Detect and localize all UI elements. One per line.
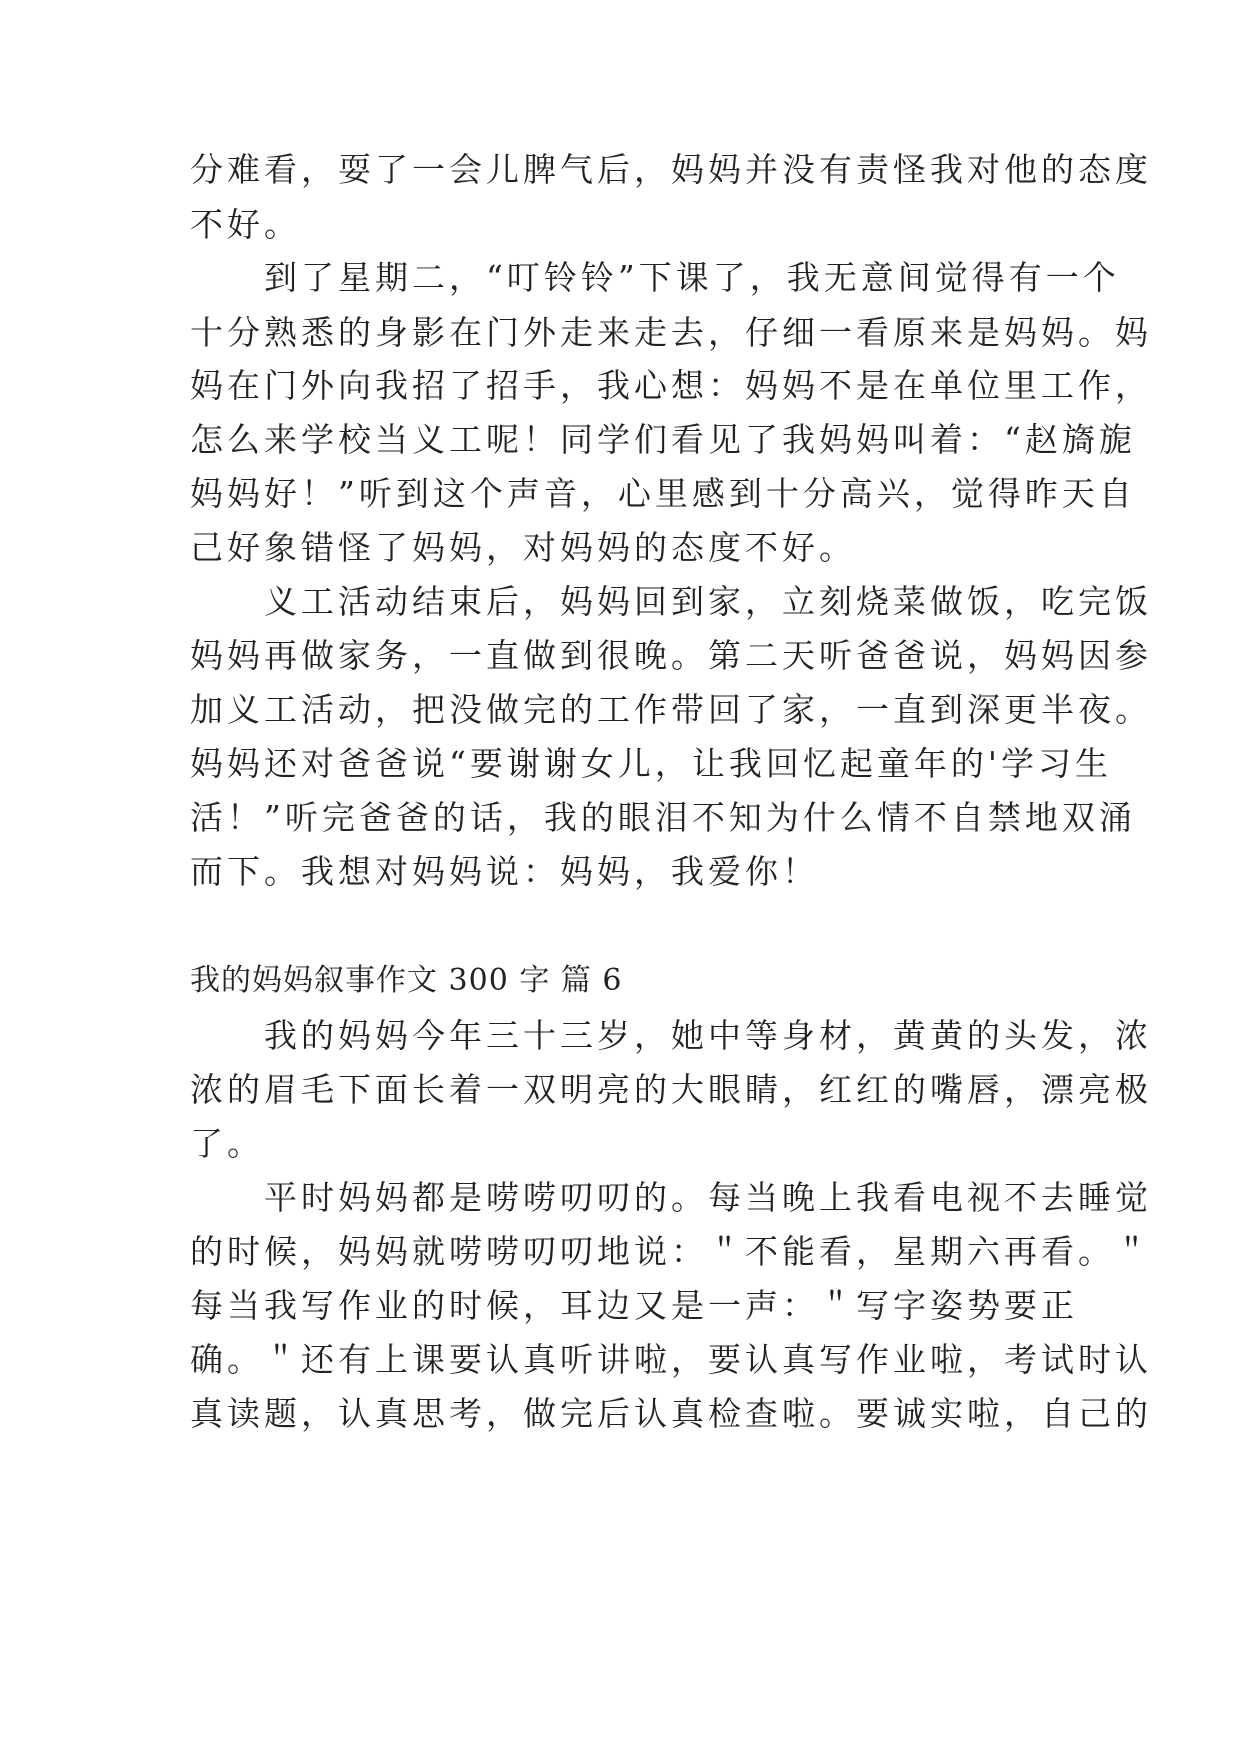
- body-line: 分难看，耍了一会儿脾气后，妈妈并没有责怪我对他的态度: [190, 150, 1152, 189]
- body-line: 的时候，妈妈就唠唠叨叨地说：＂不能看，星期六再看。＂: [190, 1232, 1152, 1271]
- body-line: 妈妈还对爸爸说“要谢谢女儿，让我回忆起童年的'学习生: [190, 744, 1112, 783]
- body-line: 十分熟悉的身影在门外走来走去，仔细一看原来是妈妈。妈: [190, 313, 1152, 352]
- body-line: 浓的眉毛下面长着一双明亮的大眼睛，红红的嘴唇，漂亮极: [190, 1070, 1152, 1109]
- body-line: 每当我写作业的时候，耳边又是一声：＂写字姿势要正: [190, 1286, 1078, 1325]
- section-title: 我的妈妈叙事作文 300 字 篇 6: [190, 963, 623, 998]
- body-line: 了。: [190, 1124, 264, 1163]
- body-line: 加义工活动，把没做完的工作带回了家，一直到深更半夜。: [190, 690, 1152, 729]
- body-line: 我的妈妈今年三十三岁，她中等身材，黄黄的头发，浓: [190, 1016, 1152, 1055]
- body-line: 真读题，认真思考，做完后认真检查啦。要诚实啦，自己的: [190, 1394, 1152, 1433]
- body-line: 己好象错怪了妈妈，对妈妈的态度不好。: [190, 528, 856, 567]
- body-line: 到了星期二，“叮铃铃”下课了，我无意间觉得有一个: [190, 258, 1120, 297]
- body-line: 活！”听完爸爸的话，我的眼泪不知为什么情不自禁地双涌: [190, 798, 1136, 837]
- body-line: 妈妈好！”听到这个声音，心里感到十分高兴，觉得昨天自: [190, 474, 1136, 513]
- body-line: 不好。: [190, 205, 301, 244]
- body-line: 义工活动结束后，妈妈回到家，立刻烧菜做饭，吃完饭: [190, 582, 1152, 621]
- body-line: 妈妈再做家务，一直做到很晚。第二天听爸爸说，妈妈因参: [190, 636, 1152, 675]
- body-line: 平时妈妈都是唠唠叨叨的。每当晚上我看电视不去睡觉: [190, 1178, 1152, 1217]
- body-line: 确。＂还有上课要认真听讲啦，要认真写作业啦，考试时认: [190, 1340, 1152, 1379]
- body-line: 怎么来学校当义工呢！同学们看见了我妈妈叫着：“赵旖旎: [190, 420, 1136, 459]
- body-line: 而下。我想对妈妈说：妈妈，我爱你！: [190, 852, 819, 891]
- body-line: 妈在门外向我招了招手，我心想：妈妈不是在单位里工作，: [190, 366, 1152, 405]
